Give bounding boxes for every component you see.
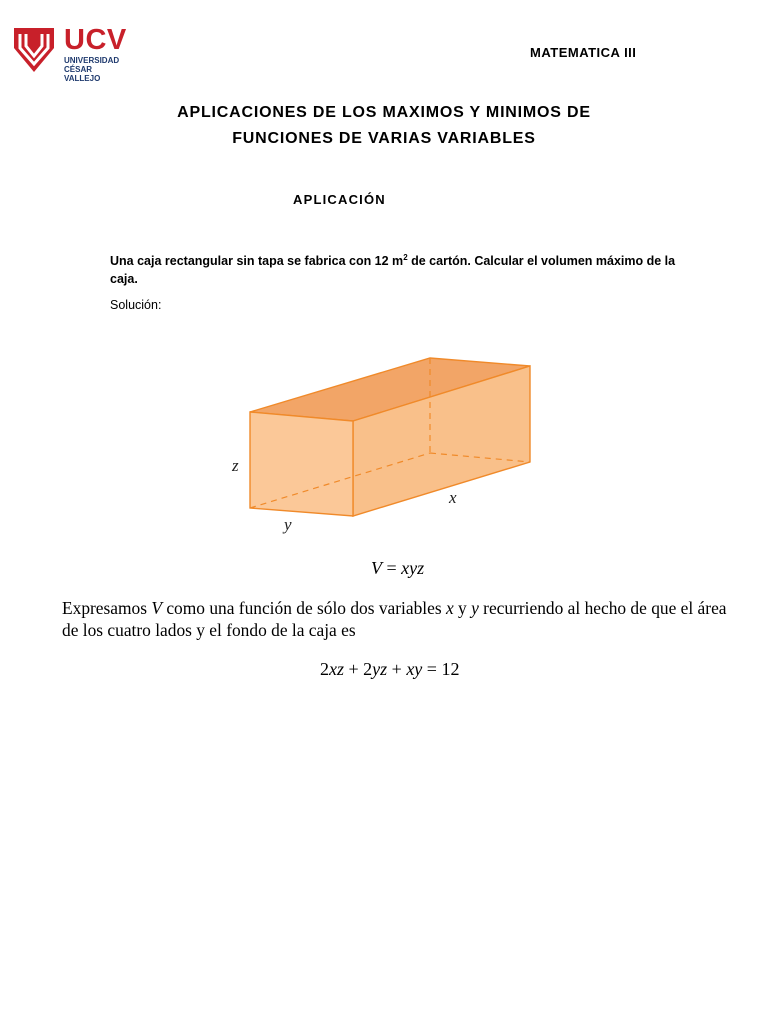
page-title-line-2: FUNCIONES DE VARIAS VARIABLES — [232, 130, 536, 147]
box-figure — [220, 350, 550, 540]
problem-text-after: de cartón. Calcular el volumen máximo de la caja. — [110, 254, 676, 286]
course-name: MATEMATICA III — [530, 45, 637, 60]
label-y: y — [284, 515, 292, 534]
volume-rhs: xyz — [401, 558, 425, 578]
problem-statement — [110, 252, 680, 288]
problem-superscript: 2 — [403, 252, 408, 262]
constraint-coef-1: 2 — [320, 659, 329, 679]
section-heading: APLICACIÓN — [293, 192, 386, 207]
paragraph-part-3: y — [453, 598, 472, 618]
constraint-rhs: = 12 — [422, 659, 460, 679]
label-x: x — [449, 488, 457, 507]
constraint-equation — [320, 659, 459, 680]
paragraph-part-1: Expresamos — [62, 598, 152, 618]
constraint-op-2: + — [387, 659, 407, 679]
explanation-paragraph — [62, 597, 742, 641]
solution-label: Solución: — [110, 298, 162, 312]
constraint-var-yz: yz — [372, 659, 388, 679]
paragraph-var-y: y — [471, 598, 479, 618]
box-front-face — [250, 412, 353, 516]
paragraph-part-2: como una función de sólo dos variables — [161, 598, 446, 618]
constraint-var-xz: xz — [329, 659, 344, 679]
ucv-logo — [12, 24, 130, 83]
logo-brand: UCV — [64, 24, 127, 56]
volume-op: = — [382, 558, 402, 578]
page-title-line-1: APLICACIONES DE LOS MAXIMOS Y MINIMOS DE — [177, 104, 591, 121]
paragraph-var-x: x — [445, 598, 454, 618]
volume-formula — [371, 558, 424, 579]
label-z: z — [232, 456, 239, 475]
paragraph-part-4: recurriendo al hecho de que el área de los cuatro lados y el fondo de la caja es — [62, 598, 727, 640]
paragraph-var-v: V — [151, 598, 162, 618]
constraint-op-1: + 2 — [344, 659, 373, 679]
volume-lhs: V — [371, 558, 382, 578]
constraint-var-xy: xy — [406, 659, 423, 679]
logo-line-2: CÉSAR VALLEJO — [64, 65, 101, 83]
problem-text-before: Una caja rectangular sin tapa se fabrica con 12 m — [110, 254, 404, 268]
logo-line-1: UNIVERSIDAD — [64, 56, 120, 65]
ucv-shield-icon — [12, 26, 56, 74]
